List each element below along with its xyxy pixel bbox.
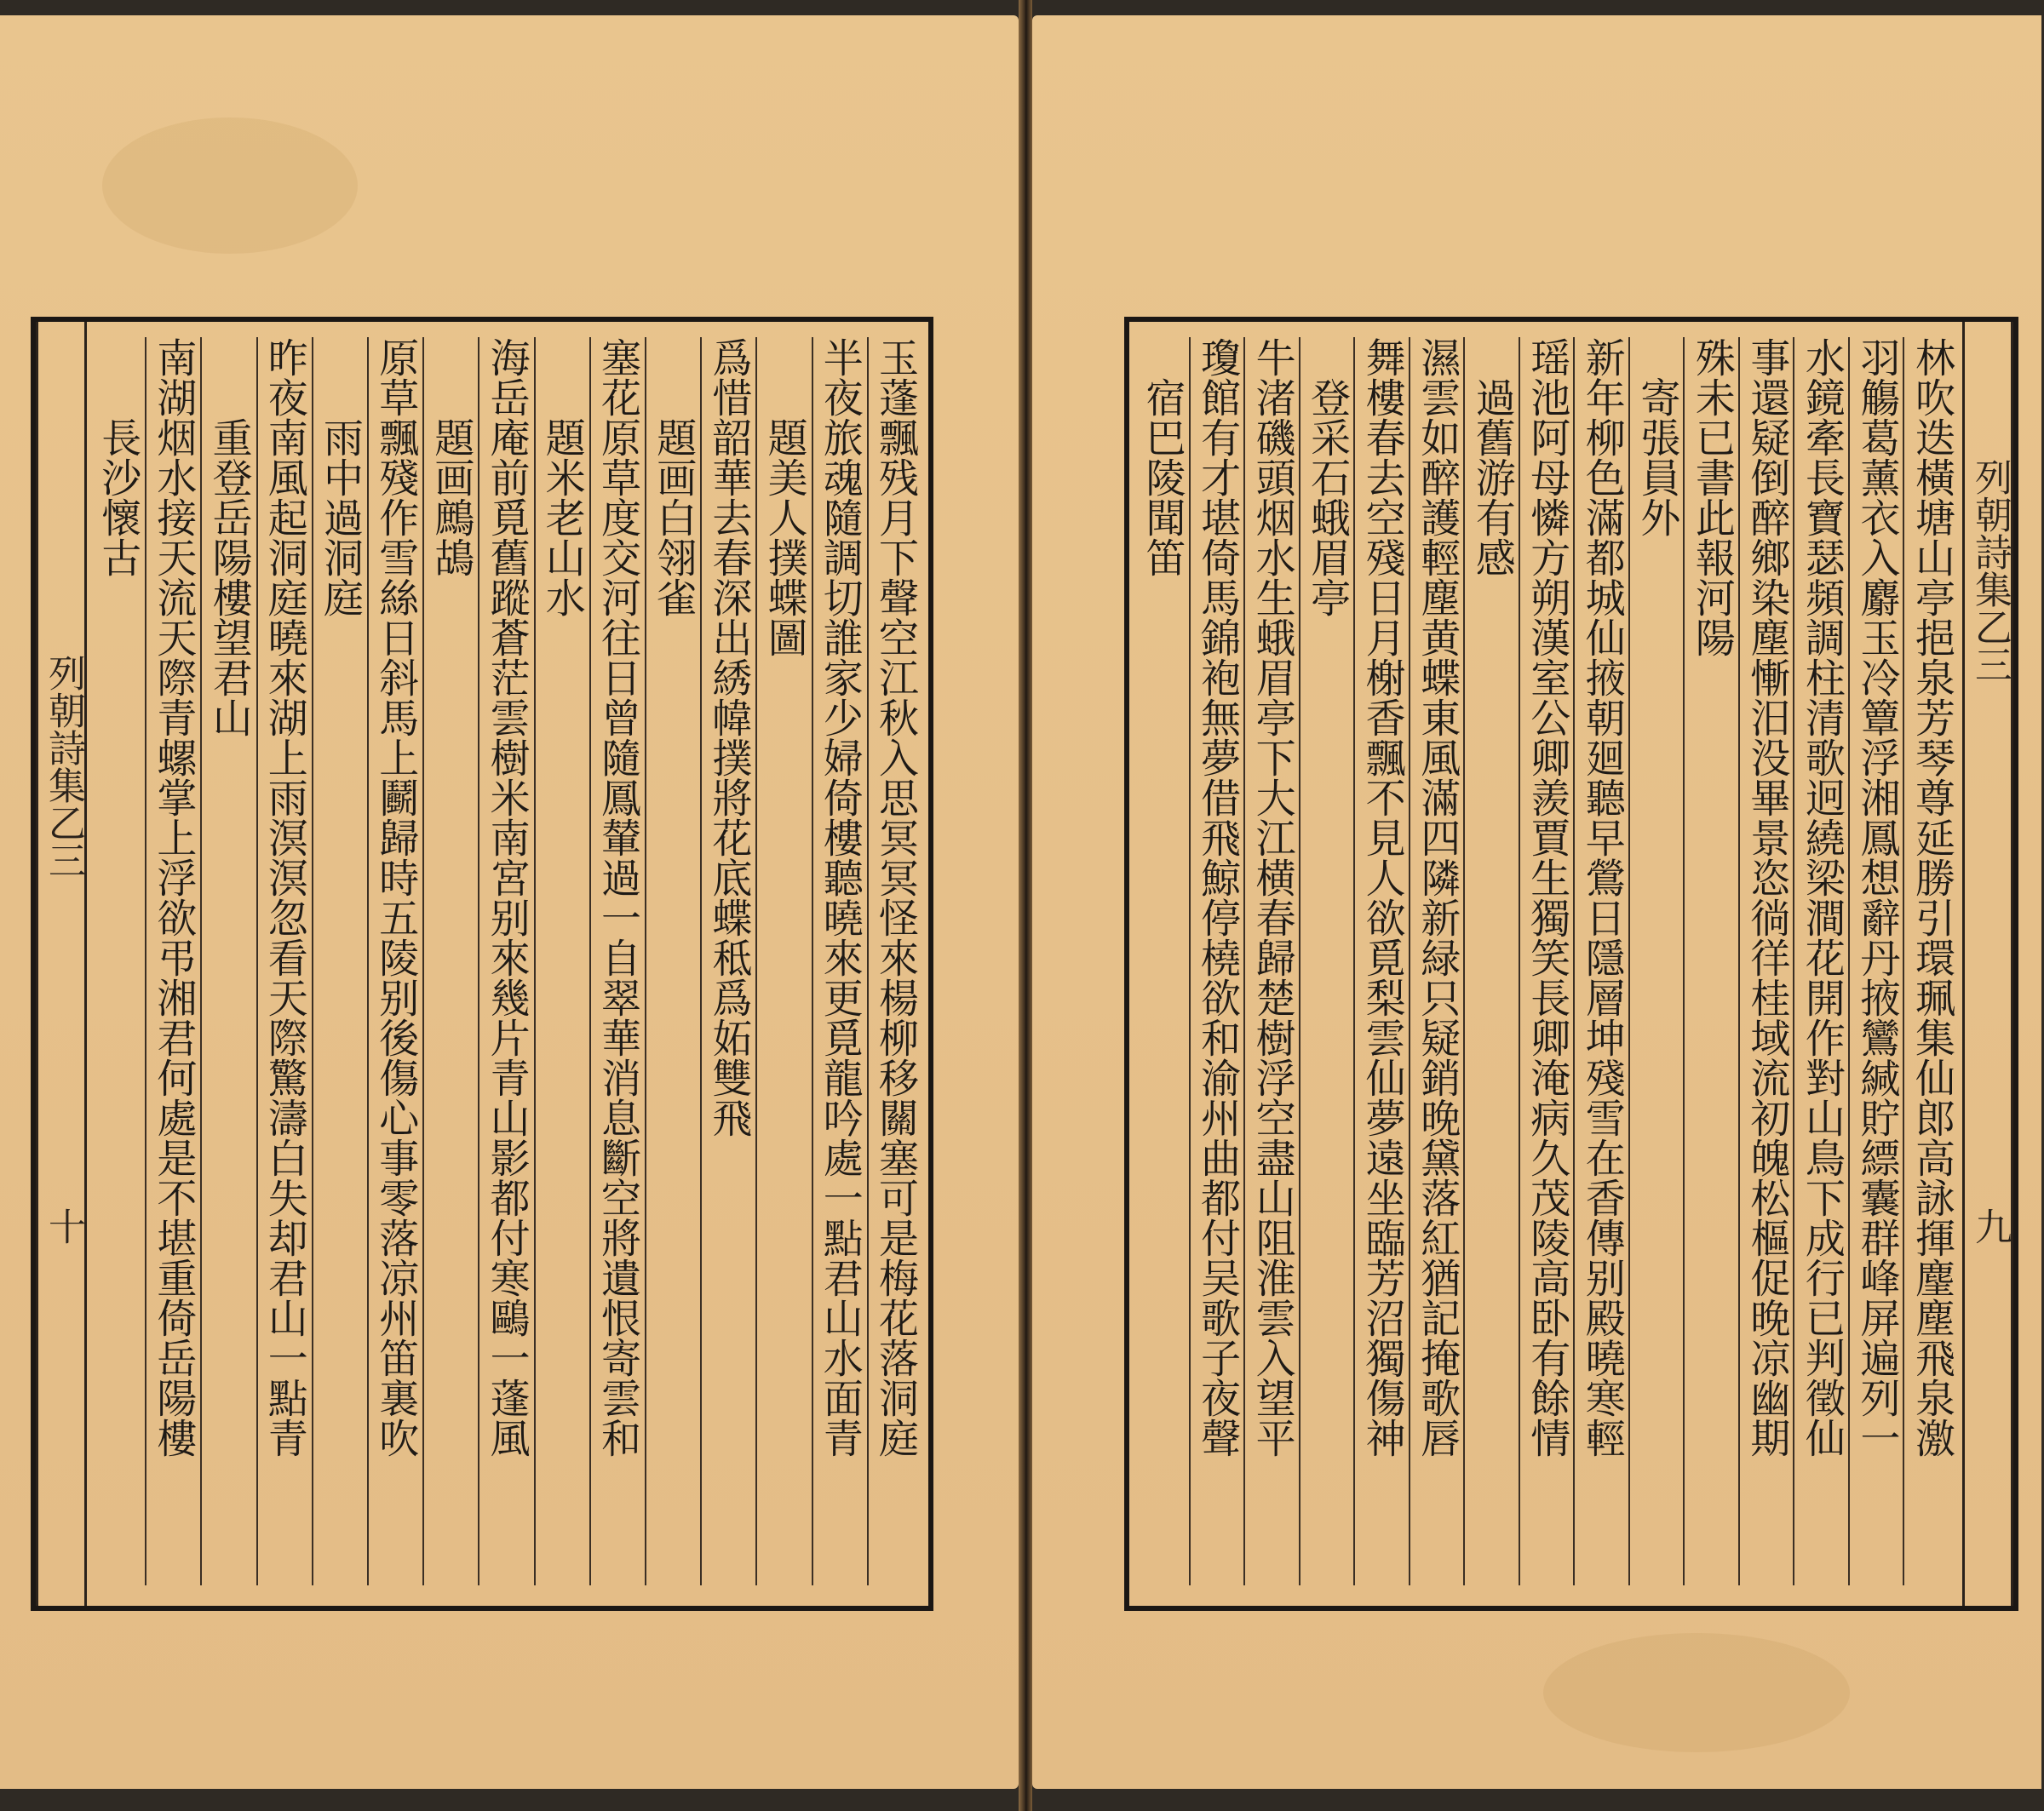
text-column: 瑶池阿母憐方朔漢室公卿羨賈生獨笑長卿淹病久茂陵高卧有餘情 (1524, 337, 1571, 1458)
binding-gutter (1019, 0, 1032, 1811)
text-column: 新年柳色滿都城仙掖朝廻聽早鶯日隱層坤殘雪在香傳别殿曉寒輕 (1578, 337, 1626, 1458)
text-column: 殊未已書此報河陽 (1688, 337, 1736, 657)
left-banxin (36, 322, 87, 1606)
left-banxin-page: 十 (42, 1207, 85, 1245)
text-column: 事還疑倒醉鄉染塵慚汨没畢景恣徜徉桂域流初魄松樞促晚凉幽期 (1743, 337, 1791, 1458)
column-rule (1189, 337, 1191, 1585)
right-banxin-title: 列朝詩集乙三 (1968, 458, 2012, 683)
right-text-frame (1124, 317, 2018, 1611)
text-column: 重登岳陽樓望君山 (205, 417, 253, 737)
column-rule (1299, 337, 1300, 1585)
text-column: 原草飄殘作雪絲日斜馬上鬬歸時五陵别後傷心事零落凉州笛裏吹 (372, 337, 420, 1458)
right-banxin-page: 九 (1968, 1207, 2012, 1245)
text-column: 牛渚磯頭烟水生蛾眉亭下大江横春歸楚樹浮空盡山阻淮雲入望平 (1249, 337, 1296, 1458)
column-rule (256, 337, 258, 1585)
column-rule (478, 337, 479, 1585)
column-rule (1683, 337, 1685, 1585)
text-column: 雨中過洞庭 (316, 417, 364, 617)
text-column: 玉蓬飄残月下聲空江秋入思冥冥怪來楊柳移關塞可是梅花落洞庭 (871, 337, 919, 1458)
text-column: 瓊館有才堪倚馬錦袍無夢借飛鯨停橈欲和渝州曲都付吴歌子夜聲 (1194, 337, 1242, 1458)
text-column: 濕雲如醉護輕塵黄蝶東風滿四隣新緑只疑銷晚黛落紅猶記掩歌唇 (1414, 337, 1461, 1458)
paper-stain (102, 117, 358, 254)
column-rule (1243, 337, 1245, 1585)
column-rule (1848, 337, 1850, 1585)
text-column: 半夜旅魂隨調切誰家少婦倚樓聽曉來更覓龍吟處一點君山水面青 (816, 337, 864, 1458)
text-column: 題画白翎雀 (650, 417, 698, 617)
column-rule (700, 337, 702, 1585)
text-column: 題米老山水 (538, 417, 586, 617)
text-column: 題美人撲蝶圖 (761, 417, 808, 657)
text-column: 羽觴葛薰衣入麝玉冷簟浮湘鳳想辭丹掖鸞緘貯縹囊群峰屏遍列一 (1853, 337, 1901, 1458)
column-rule (200, 337, 202, 1585)
column-rule (367, 337, 369, 1585)
column-rule (422, 337, 424, 1585)
text-column: 海岳庵前覓舊蹤蒼茫雲樹米南宮别來幾片青山影都付寒鷗一蓬風 (483, 337, 531, 1458)
text-column: 登采石蛾眉亭 (1304, 377, 1352, 617)
paper-stain (1543, 1633, 1850, 1752)
column-rule (1738, 337, 1740, 1585)
column-rule (812, 337, 813, 1585)
column-rule (312, 337, 313, 1585)
left-banxin-title: 列朝詩集乙三 (42, 654, 85, 879)
right-banxin (1962, 322, 2013, 1606)
column-rule (1793, 337, 1794, 1585)
text-column: 林吹迭橫塘山亭挹泉芳琴尊延勝引環珮集仙郎高詠揮麈塵飛泉激 (1908, 337, 1955, 1458)
text-column: 爲惜韶華去春深出綉幃撲將花底蝶秪爲妬雙飛 (705, 337, 753, 1138)
text-column: 塞花原草度交河往日曾隨鳳輦過一自翠華消息斷空將遺恨寄雲和 (594, 337, 641, 1458)
left-text-frame (31, 317, 933, 1611)
column-rule (1463, 337, 1465, 1585)
column-rule (1573, 337, 1575, 1585)
column-rule (755, 337, 757, 1585)
column-rule (1628, 337, 1630, 1585)
text-column: 題画鷓鴣 (428, 417, 475, 577)
left-text-columns (90, 337, 923, 1585)
text-column: 南湖烟水接天流天際青螺掌上浮欲弔湘君何處是不堪重倚岳陽樓 (150, 337, 198, 1458)
text-column: 舞樓春去空殘日月榭香飄不見人欲覓梨雲仙夢遠坐臨芳沼獨傷神 (1358, 337, 1406, 1458)
text-column: 水鏡牽長寶瑟頻調柱清歌迥繞梁澗花開作對山鳥下成行已判徵仙 (1798, 337, 1846, 1458)
column-rule (589, 337, 591, 1585)
text-column: 過舊游有感 (1468, 377, 1516, 577)
column-rule (1519, 337, 1520, 1585)
right-text-columns (1134, 337, 1959, 1585)
text-column: 宿巴陵聞笛 (1139, 377, 1186, 577)
column-rule (1903, 337, 1904, 1585)
text-column: 長沙懷古 (95, 417, 142, 577)
column-rule (534, 337, 536, 1585)
column-rule (645, 337, 646, 1585)
text-column: 寄張員外 (1633, 377, 1681, 537)
column-rule (145, 337, 146, 1585)
text-column: 昨夜南風起洞庭曉來湖上雨溟溟忽看天際驚濤白失却君山一點青 (261, 337, 308, 1458)
column-rule (1409, 337, 1410, 1585)
column-rule (867, 337, 869, 1585)
column-rule (1353, 337, 1355, 1585)
